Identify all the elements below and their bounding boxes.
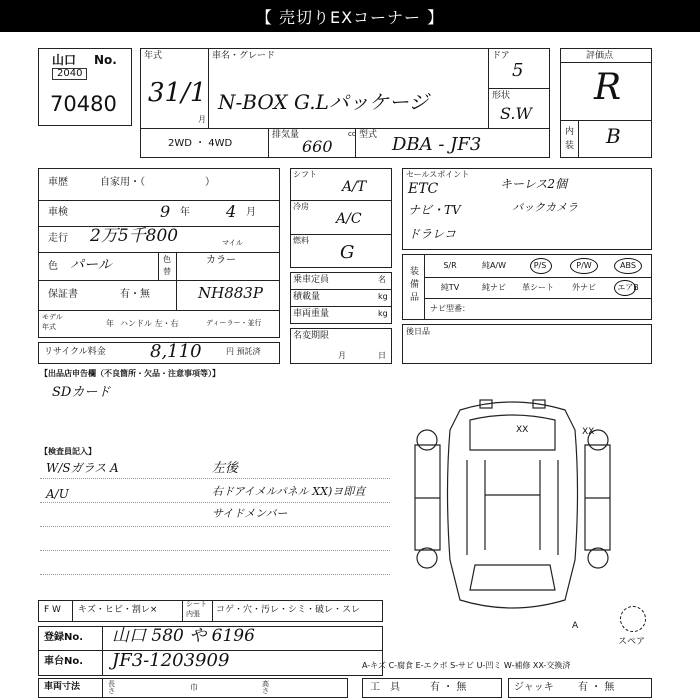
month-mark: 月 [198,115,206,124]
shift-label: シフト [293,170,317,179]
spare-label: スペア [618,637,646,647]
inspector-line-2: A/U [46,487,69,501]
score-value: R [594,67,622,108]
model-type-label-2: 年式 [42,323,56,331]
equipment-label-1: 装備品 [408,266,418,305]
sales-point-etc: ETC [408,181,439,197]
recycle-label: リサイクル料金 [44,347,106,357]
circle-ps [530,258,552,274]
year-value: 31/1 [148,78,207,108]
fuel-label: 燃料 [293,236,309,245]
drive-label: 2WD ・ 4WD [168,138,233,149]
deadline-month: 月 [338,351,346,360]
fw-label: F W [44,605,61,615]
seat-label-1: シート [186,600,207,608]
color-code-label: カラー [206,255,236,266]
diagram-mark-bottom: A [572,621,579,631]
history-label: 車歴 [48,177,68,188]
jack-value: 有 ・ 無 [578,682,615,693]
color-label: 色 [48,261,58,272]
navi-model-label: ナビ型番： [430,304,470,313]
dims-length: 長さ [108,680,115,695]
sales-points-label: セールスポイント [406,170,470,179]
inspection-year-unit: 年 [180,207,190,218]
inspector-line-3: 左後 [212,461,239,476]
recycle-unit: 円 預託済 [226,347,261,356]
dealer-label: ディーラー・並行 [206,319,262,327]
inspector-line-4: 右ドアイメルパネル XX)ヨ即直 [212,485,366,498]
capacity-unit-1: 名 [378,275,386,284]
car-diagram [405,390,620,620]
fuel-value: G [340,242,355,263]
color-change-1: 色 [163,255,171,264]
circle-abs [614,258,642,274]
circle-pw [570,258,598,274]
interior-label-1: 内 [565,127,575,137]
notice-value: SDカード [52,385,111,400]
seat-items: コゲ・穴・汚レ・シミ・破レ・スレ [216,605,361,615]
shift-value: A/T [342,179,367,195]
displacement-label: 排気量 [272,130,300,140]
year-label: 年式 [144,51,163,61]
door-label: ドア [492,51,510,61]
equip-abs: ABS [620,261,636,270]
seat-label-2: 内張 [186,610,200,618]
lot-no-label: No. [94,53,117,67]
after-sale-box [402,324,652,364]
after-sale-label: 後日品 [406,327,430,336]
capacity-unit-3: kg [378,309,388,318]
detail-box [38,168,280,338]
inspection-month-unit: 月 [246,207,256,218]
tools-label: 工 具 [370,682,400,693]
fw-items: キズ・ヒビ・割レ× [78,605,158,615]
jack-label: ジャッキ [514,682,554,693]
model-label: 型式 [359,130,378,140]
inspector-line-1: W/Sガラス A [46,461,119,475]
inspection-label: 車検 [48,207,68,218]
lot-number: 70480 [50,92,117,116]
capacity-label-3: 車両重量 [293,309,330,319]
equip-sr: S/R [443,261,457,270]
registration-value: 山口 580 や 6196 [112,626,255,646]
car-name-value: N-BOX G.Lパッケージ [218,90,429,114]
diagram-mark-front-right: XX [582,427,595,437]
equip-pw: P/W [576,261,592,270]
inspection-year: 9 [160,202,171,221]
equip-navi: 純ナビ [482,283,506,292]
interior-label-2: 装 [565,141,575,151]
shape-label: 形状 [492,91,511,101]
cc-unit: cc [348,130,356,138]
equip-leather: 革シート [522,283,554,292]
history-value: 自家用・（ ） [100,177,215,188]
model-value: DBA - JF3 [392,134,482,155]
equip-airbag: エアB [617,283,639,292]
inspector-line-5: サイドメンバー [212,507,288,520]
deadline-day: 日 [378,351,386,360]
lot-prefix: 山口 [52,53,77,67]
capacity-label-2: 積載量 [293,292,321,302]
dims-width: 巾 [190,683,198,692]
equip-ps: P/S [533,261,547,270]
mileage-value: 2万5千800 [90,226,179,246]
interior-value: B [606,124,621,148]
color-value: パール [70,257,112,273]
recycle-value: 8,110 [150,341,202,362]
circle-airbag [614,280,636,296]
warranty-label: 保証書 [48,289,78,300]
inspection-month: 4 [226,202,237,221]
dims-height: 高さ [262,680,269,695]
spare-tire-icon [620,606,646,632]
inspector-label: 【検査員記入】 [40,447,96,456]
car-name-label: 車名・グレード [212,51,276,61]
notice-label: 【出品店申告欄（不良箇所・欠品・注意事項等）】 [40,369,220,378]
chassis-label: 車台No. [44,656,84,667]
door-value: 5 [512,60,524,81]
chassis-value: JF3-1203909 [112,650,230,671]
dims-label: 車両寸法 [44,682,81,692]
displacement-value: 660 [302,137,333,156]
damage-legend: A-キズ C-腐食 E-エクボ S-サビ U-凹ミ W-補修 XX-交換済 [362,661,571,670]
deadline-label: 名変期限 [293,331,330,341]
shape-value: S.W [500,104,532,123]
tools-value: 有 ・ 無 [430,682,467,693]
registration-label: 登録No. [44,632,84,643]
mileage-unit: マイル [222,239,243,247]
aircon-label: 冷房 [293,202,309,211]
sales-point-dashcam: ドラレコ [408,227,457,241]
model-type-year-unit: 年 [106,319,114,328]
color-code-value: NH883P [198,284,263,302]
mileage-label: 走行 [48,233,68,244]
capacity-label-1: 乗車定員 [293,275,330,285]
aircon-value: A/C [336,211,362,227]
sales-point-navi: ナビ・TV [408,203,461,217]
diagram-mark-front-left: XX [516,425,529,435]
equip-tv: 純TV [440,283,460,292]
lot-sub: 2040 [52,68,87,80]
model-type-label-1: モデル [42,313,63,321]
score-label: 評価点 [586,51,614,61]
page-banner: 【 売切りEXコーナー 】 [0,0,700,32]
handle-label: ハンドル 左・右 [120,319,179,328]
sales-point-keyless: キーレス2個 [500,177,568,191]
sales-point-backcam: バックカメラ [512,201,578,214]
color-change-2: 替 [163,267,171,276]
warranty-value: 有・無 [120,289,150,300]
capacity-unit-2: kg [378,292,388,301]
equip-alloy: 純A/W [481,261,507,270]
equip-ext-navi: 外ナビ [572,283,596,292]
